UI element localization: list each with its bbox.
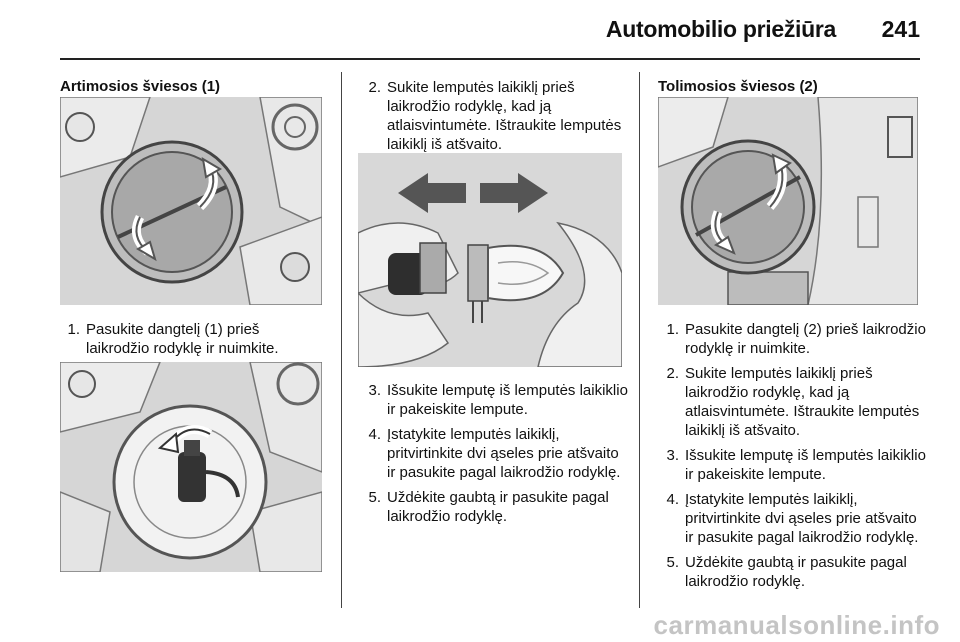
- figure-low-beam-holder: [60, 362, 322, 572]
- figure-high-beam-cover: [658, 97, 918, 305]
- low-beam-steps-1: [60, 320, 325, 364]
- step-item: 2. Sukite lemputės laikiklį prieš laikrodžio rodyklę, kad ją atlaisvintumėte. Ištraukite lemputės laikiklį iš atšvaito.: [666, 365, 920, 439]
- low-beam-heading: Artimosios šviesos (1): [60, 78, 221, 95]
- high-beam-steps: [659, 320, 929, 597]
- step-item: 3. Išsukite lemputę iš lemputės laikiklio ir pakeiskite lempute.: [368, 382, 628, 418]
- step-item: 4. Įstatykite lemputės laikiklį, pritvirtinkite dvi ąseles prie atšvaito ir pasukite pagal laikrodžio rodyklę.: [666, 491, 919, 546]
- step-item: 1. Pasukite dangtelį (1) prieš laikrodžio rodyklę ir nuimkite.: [67, 321, 279, 357]
- step-item: 2. Sukite lemputės laikiklį prieš laikrodžio rodyklę, kad ją atlaisvintumėte. Ištraukite lemputės laikiklį iš atšvaito.: [368, 79, 622, 153]
- column-divider-1: [341, 72, 342, 608]
- column-2-steps-top: [361, 78, 626, 160]
- page-number: 241: [881, 16, 920, 42]
- figure-low-beam-cover: [60, 97, 322, 305]
- figure-bulb-removal: [358, 153, 622, 367]
- high-beam-heading: Tolimosios šviesos (2): [658, 78, 818, 95]
- step-item: 5. Uždėkite gaubtą ir pasukite pagal laikrodžio rodyklę.: [666, 554, 907, 590]
- step-item: 5. Uždėkite gaubtą ir pasukite pagal laikrodžio rodyklę.: [368, 489, 609, 525]
- watermark: carmanualsonline.info: [653, 610, 940, 640]
- header-rule: [60, 58, 920, 60]
- step-item: 1. Pasukite dangtelį (2) prieš laikrodžio rodyklę ir nuimkite.: [666, 321, 926, 357]
- step-item: 3. Išsukite lemputę iš lemputės laikiklio ir pakeiskite lempute.: [666, 447, 926, 483]
- page-header-title: Automobilio priežiūra: [605, 16, 836, 42]
- column-divider-2: [639, 72, 640, 608]
- step-item: 4. Įstatykite lemputės laikiklį, pritvirtinkite dvi ąseles prie atšvaito ir pasukite pagal laikrodžio rodyklę.: [368, 426, 621, 481]
- column-2-steps-bottom: [361, 381, 631, 532]
